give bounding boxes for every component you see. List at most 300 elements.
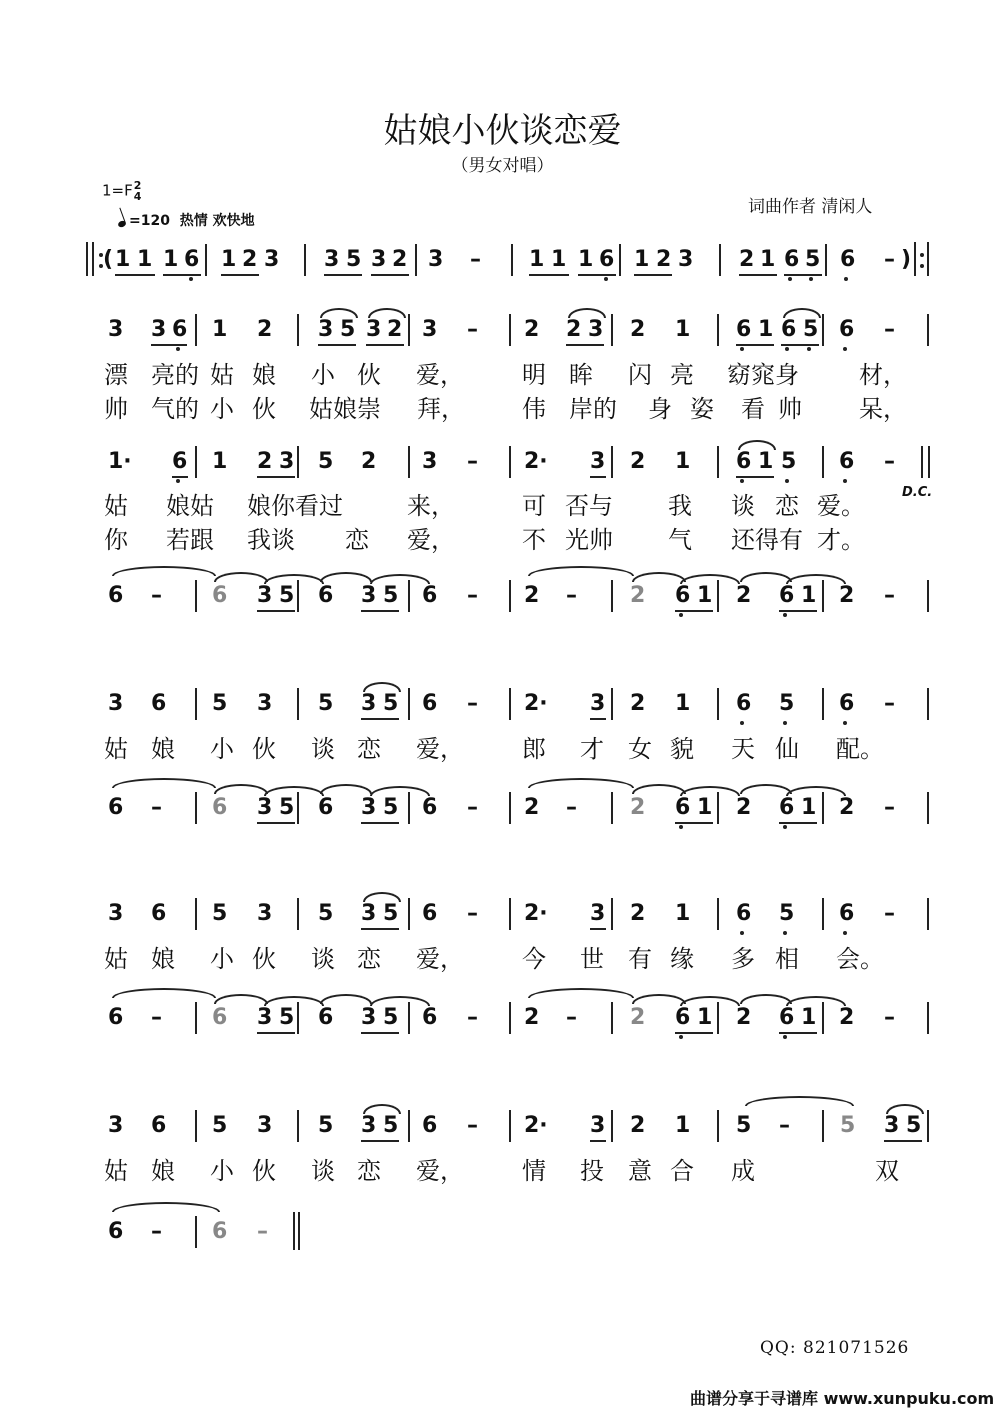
lyric-v2-6: 伟 (522, 395, 546, 423)
lyric-ch1-10: 貌 (670, 735, 694, 763)
barline (921, 446, 923, 478)
underline (151, 344, 187, 346)
note-row3-12: 2 (630, 583, 646, 608)
note-row1-6: 5 (340, 317, 356, 342)
underline (590, 718, 606, 720)
note-row2-12: 1 (675, 449, 691, 474)
note-row4-15: 6 (839, 691, 855, 716)
tie-arc (745, 1096, 854, 1106)
lyric-v2-1: 气的 (151, 395, 199, 423)
barline (297, 446, 299, 478)
underline (578, 274, 616, 276)
note-intro-14: 1 (551, 247, 567, 272)
barline (719, 244, 721, 276)
note-row9-3: – (257, 1219, 268, 1244)
note-row4-11: 2 (630, 691, 646, 716)
lyric-ch2-0: 姑 (104, 945, 128, 973)
note-row6-10: 3 (590, 901, 606, 926)
tie-arc (528, 566, 634, 576)
underline (736, 344, 774, 346)
note-intro-12: – (470, 247, 481, 272)
barline (927, 792, 929, 824)
note-row6-6: 5 (383, 901, 399, 926)
note-row2-9: 2· (524, 449, 548, 474)
page-title: 姑娘小伙谈恋爱 (383, 111, 622, 151)
repeat-start-thick (86, 242, 88, 276)
note-row4-13: 6 (736, 691, 752, 716)
note-row5-5: 6 (318, 795, 334, 820)
lyric-v1-1: 亮的 (151, 361, 199, 389)
lyric-ch1-7: 郎 (522, 735, 546, 763)
lyric-ch2-12: 相 (775, 945, 799, 973)
time-bottom: 4 (133, 190, 142, 203)
barline (293, 1212, 295, 1250)
note-intro-21: 1 (760, 247, 776, 272)
note-row9-0: 6 (108, 1219, 124, 1244)
credit: 词曲作者 清闲人 (748, 197, 873, 217)
note-intro-18: 2 (656, 247, 672, 272)
lyric-v2b-6: 光帅 (565, 526, 613, 554)
note-row1-8: 2 (387, 317, 403, 342)
tie-arc (786, 996, 846, 1006)
lyric-v1-5: 伙 (357, 361, 381, 389)
note-row4-14: 5 (779, 691, 795, 716)
lyric-v1-7: 明 (522, 361, 546, 389)
note-row5-3: 3 (257, 795, 273, 820)
barline (928, 446, 930, 478)
lyric-ch3-2: 小 (210, 1157, 234, 1185)
octave-dot (788, 277, 792, 281)
note-row8-8: – (467, 1113, 478, 1138)
lyric-v1-6: 爱， (416, 361, 464, 389)
note-row3-14: 1 (697, 583, 713, 608)
barline (408, 1002, 410, 1034)
barline (822, 314, 824, 346)
note-row9-2: 6 (212, 1219, 228, 1244)
note-row2-2: 1 (212, 449, 228, 474)
lyric-ch3-10: 合 (670, 1157, 694, 1185)
lyric-ch1-12: 仙 (775, 735, 799, 763)
tie-arc (320, 308, 358, 318)
underline (884, 1140, 922, 1142)
note-row4-4: 5 (318, 691, 334, 716)
time-top: 2 (133, 179, 142, 192)
lyric-ch1-9: 女 (628, 735, 652, 763)
underline (115, 274, 155, 276)
note-row3-17: 1 (801, 583, 817, 608)
barline (297, 1002, 299, 1034)
note-row8-16: 3 (884, 1113, 900, 1138)
lyric-ch3-4: 谈 (311, 1157, 335, 1185)
note-intro-10: 2 (392, 247, 408, 272)
note-row8-1: 6 (151, 1113, 167, 1138)
lyric-v2-4: 姑娘崇 (309, 395, 381, 423)
barline (822, 688, 824, 720)
barline (927, 1002, 929, 1034)
lyric-v2-0: 帅 (104, 395, 128, 423)
underline (634, 274, 672, 276)
underline (257, 476, 295, 478)
note-row5-1: – (151, 795, 162, 820)
note-row7-12: 2 (630, 1005, 646, 1030)
note-row2-6: 2 (361, 449, 377, 474)
lyric-ch2-9: 有 (628, 945, 652, 973)
note-intro-9: 3 (371, 247, 387, 272)
lyric-v2b-0: 你 (104, 526, 128, 554)
barline (298, 1212, 300, 1250)
note-row3-11: – (566, 583, 577, 608)
lyric-v1b-1: 娘姑 (166, 492, 214, 520)
tie-arc (740, 784, 792, 794)
lyric-v1-9: 闪 (628, 361, 652, 389)
octave-dot (807, 347, 811, 351)
tie-arc (632, 572, 686, 582)
note-row7-16: 6 (779, 1005, 795, 1030)
note-row8-15: 5 (840, 1113, 856, 1138)
barline (415, 244, 417, 276)
note-row4-5: 3 (361, 691, 377, 716)
underline (781, 344, 819, 346)
lyric-ch2-1: 娘 (151, 945, 175, 973)
tie-arc (363, 892, 401, 902)
note-intro-6: 3 (264, 247, 280, 272)
note-row1-9: 3 (422, 317, 438, 342)
note-row8-10: 3 (590, 1113, 606, 1138)
note-row2-8: – (467, 449, 478, 474)
tie-arc (632, 994, 686, 1004)
tie-arc (264, 786, 324, 796)
key-text: 1=F (102, 181, 133, 200)
lyric-ch2-7: 今 (522, 945, 546, 973)
octave-dot (679, 613, 683, 617)
note-row5-7: 5 (383, 795, 399, 820)
lyric-ch2-4: 谈 (311, 945, 335, 973)
note-row1-12: 2 (566, 317, 582, 342)
note-row1-5: 3 (318, 317, 334, 342)
octave-dot (604, 277, 608, 281)
lyric-v1b-9: 爱。 (817, 492, 865, 520)
lyric-ch3-0: 姑 (104, 1157, 128, 1185)
note-row5-19: – (884, 795, 895, 820)
note-row1-3: 1 (212, 317, 228, 342)
note-row3-16: 6 (779, 583, 795, 608)
underline (257, 1032, 295, 1034)
tie-arc (528, 778, 634, 788)
note-row3-3: 3 (257, 583, 273, 608)
barline (195, 792, 197, 824)
note-row7-2: 6 (212, 1005, 228, 1030)
note-row8-2: 5 (212, 1113, 228, 1138)
barline (509, 314, 511, 346)
note-intro-3: 6 (184, 247, 200, 272)
barline (927, 242, 929, 276)
note-row4-6: 5 (383, 691, 399, 716)
lyric-ch2-3: 伙 (252, 945, 276, 973)
note-intro-11: 3 (428, 247, 444, 272)
note-row1-13: 3 (588, 317, 604, 342)
lyric-v2-7: 岸的 (569, 395, 617, 423)
subtitle: （男女对唱） (451, 156, 554, 176)
note-row4-2: 5 (212, 691, 228, 716)
note-intro-1: 1 (137, 247, 153, 272)
note-intro-0: 1 (115, 247, 131, 272)
underline (257, 822, 295, 824)
note-row8-12: 1 (675, 1113, 691, 1138)
underline (318, 344, 356, 346)
note-intro-15: 1 (578, 247, 594, 272)
note-row4-9: 2· (524, 691, 548, 716)
octave-dot (844, 277, 848, 281)
note-intro-16: 6 (599, 247, 615, 272)
tie-arc (368, 308, 406, 318)
note-row5-16: 6 (779, 795, 795, 820)
underline (361, 1032, 399, 1034)
barline (822, 898, 824, 930)
barline (509, 580, 511, 612)
lyric-v1-10: 亮 (670, 361, 694, 389)
tempo-value: =120 (129, 213, 170, 229)
note-row7-0: 6 (108, 1005, 124, 1030)
lyric-v1b-2: 娘你看过 (247, 492, 343, 520)
barline (408, 580, 410, 612)
tie-arc (740, 994, 792, 1004)
lyric-ch3-12: 双 (875, 1157, 899, 1185)
lyric-v2b-8: 还得有 (731, 526, 803, 554)
note-intro-22: 6 (784, 247, 800, 272)
barline (408, 314, 410, 346)
note-row5-18: 2 (839, 795, 855, 820)
barline (914, 242, 916, 276)
note-row4-0: 3 (108, 691, 124, 716)
barline (195, 446, 197, 478)
underline (361, 1140, 399, 1142)
note-row7-11: – (566, 1005, 577, 1030)
note-row3-15: 2 (736, 583, 752, 608)
footer-watermark: 曲谱分享于寻谱库 www.xunpuku.com (690, 1389, 995, 1408)
tie-arc (886, 1104, 924, 1114)
underline (566, 344, 604, 346)
barline (825, 244, 827, 276)
note-row3-1: – (151, 583, 162, 608)
tie-arc (680, 574, 740, 584)
barline (927, 1110, 929, 1142)
lyric-v2b-5: 不 (522, 526, 546, 554)
octave-dot (176, 347, 180, 351)
underline (361, 822, 399, 824)
lyric-v2b-9: 才。 (817, 526, 865, 554)
barline (297, 580, 299, 612)
note-row8-6: 5 (383, 1113, 399, 1138)
barline (611, 898, 613, 930)
barline (822, 1002, 824, 1034)
barline (619, 244, 621, 276)
barline (822, 580, 824, 612)
tie-arc (112, 1202, 220, 1212)
note-row6-15: 6 (839, 901, 855, 926)
note-row4-3: 3 (257, 691, 273, 716)
lyric-v2b-2: 我谈 (247, 526, 295, 554)
note-row1-16: 6 (736, 317, 752, 342)
lyric-ch1-6: 爱， (416, 735, 464, 763)
note-intro-4: 1 (221, 247, 237, 272)
note-row6-14: 5 (779, 901, 795, 926)
lyric-ch2-13: 会。 (836, 945, 884, 973)
note-intro-24: 6 (840, 247, 856, 272)
tie-arc (370, 574, 430, 584)
barline (195, 1216, 197, 1248)
note-row2-3: 2 (257, 449, 273, 474)
tie-arc (680, 996, 740, 1006)
note-row8-11: 2 (630, 1113, 646, 1138)
underline (361, 718, 399, 720)
barline (927, 688, 929, 720)
octave-dot (740, 931, 744, 935)
note-row7-14: 1 (697, 1005, 713, 1030)
tie-arc (783, 308, 821, 318)
lyric-v2b-3: 恋 (345, 526, 369, 554)
note-row6-1: 6 (151, 901, 167, 926)
barline (195, 580, 197, 612)
underline (779, 822, 817, 824)
lyric-ch1-3: 伙 (252, 735, 276, 763)
underline (675, 1032, 713, 1034)
note-row1-1: 3 (151, 317, 167, 342)
note-row2-15: 5 (781, 449, 797, 474)
barline (717, 688, 719, 720)
tie-arc (320, 572, 372, 582)
lyric-v2-12: 呆， (859, 395, 907, 423)
underline (529, 274, 569, 276)
lyric-ch2-11: 多 (731, 945, 755, 973)
barline (509, 1002, 511, 1034)
note-row7-1: – (151, 1005, 162, 1030)
lyric-v2b-1: 若跟 (166, 526, 214, 554)
note-row1-18: 6 (781, 317, 797, 342)
note-row8-14: – (779, 1113, 790, 1138)
underline (324, 274, 362, 276)
barline (297, 898, 299, 930)
note-row7-10: 2 (524, 1005, 540, 1030)
barline (408, 792, 410, 824)
note-row2-1: 6 (172, 449, 188, 474)
note-row5-12: 2 (630, 795, 646, 820)
octave-dot (783, 825, 787, 829)
barline (611, 446, 613, 478)
barline (297, 1110, 299, 1142)
barline (717, 1110, 719, 1142)
lyric-v2-9: 姿 (690, 395, 714, 423)
lyric-ch3-11: 成 (731, 1157, 755, 1185)
note-row8-4: 5 (318, 1113, 334, 1138)
note-row5-11: – (566, 795, 577, 820)
note-row5-15: 2 (736, 795, 752, 820)
lyric-ch3-6: 爱， (416, 1157, 464, 1185)
barline (408, 1110, 410, 1142)
tie-arc (320, 784, 372, 794)
underline (675, 610, 713, 612)
note-row3-7: 5 (383, 583, 399, 608)
note-row3-10: 2 (524, 583, 540, 608)
note-row4-8: – (467, 691, 478, 716)
barline (195, 1110, 197, 1142)
note-row4-10: 3 (590, 691, 606, 716)
qq-contact: QQ: 821071526 (760, 1338, 910, 1358)
underline (172, 476, 188, 478)
lyric-ch3-8: 投 (580, 1157, 604, 1185)
lyric-ch1-13: 配。 (836, 735, 884, 763)
barline (717, 898, 719, 930)
note-row3-6: 3 (361, 583, 377, 608)
barline (611, 580, 613, 612)
lyric-ch3-3: 伙 (252, 1157, 276, 1185)
octave-dot (785, 479, 789, 483)
octave-dot (189, 277, 193, 281)
barline (717, 580, 719, 612)
note-row2-16: 6 (839, 449, 855, 474)
note-row9-1: – (151, 1219, 162, 1244)
barline (509, 792, 511, 824)
barline (611, 792, 613, 824)
intro-paren-open: ( (103, 247, 114, 272)
octave-dot (176, 479, 180, 483)
note-row1-21: – (884, 317, 895, 342)
tie-arc (264, 574, 324, 584)
tie-arc (112, 566, 216, 576)
tie-arc (320, 994, 372, 1004)
note-row3-13: 6 (675, 583, 691, 608)
note-row4-16: – (884, 691, 895, 716)
note-row1-19: 5 (803, 317, 819, 342)
note-row1-7: 3 (366, 317, 382, 342)
tie-arc (528, 988, 634, 998)
underline (371, 274, 409, 276)
lyric-v1-2: 姑 (210, 361, 234, 389)
note-row4-1: 6 (151, 691, 167, 716)
note-row5-4: 5 (279, 795, 295, 820)
lyric-v1b-5: 否与 (565, 492, 613, 520)
lyric-ch1-11: 天 (731, 735, 755, 763)
octave-dot (740, 479, 744, 483)
repeat-start-thin (92, 242, 94, 276)
barline (611, 1002, 613, 1034)
tie-arc (740, 572, 792, 582)
lyric-ch2-8: 世 (580, 945, 604, 973)
lyric-v1-4: 小 (311, 361, 335, 389)
note-row6-13: 6 (736, 901, 752, 926)
note-row7-15: 2 (736, 1005, 752, 1030)
note-row2-17: – (884, 449, 895, 474)
tie-arc (264, 996, 324, 1006)
tie-arc (786, 786, 846, 796)
note-row5-17: 1 (801, 795, 817, 820)
lyric-v1-0: 漂 (104, 361, 128, 389)
lyric-v1-12: 材， (859, 361, 907, 389)
dc-marking: D.C. (902, 485, 933, 500)
note-row3-9: – (467, 583, 478, 608)
note-row6-2: 5 (212, 901, 228, 926)
note-row7-19: – (884, 1005, 895, 1030)
tie-arc (738, 440, 776, 450)
note-row6-7: 6 (422, 901, 438, 926)
lyric-v1b-8: 恋 (775, 492, 799, 520)
underline (163, 274, 201, 276)
barline (408, 898, 410, 930)
octave-dot (843, 479, 847, 483)
note-row3-19: – (884, 583, 895, 608)
barline (611, 314, 613, 346)
lyric-ch2-10: 缘 (670, 945, 694, 973)
lyric-v2-3: 伙 (252, 395, 276, 423)
